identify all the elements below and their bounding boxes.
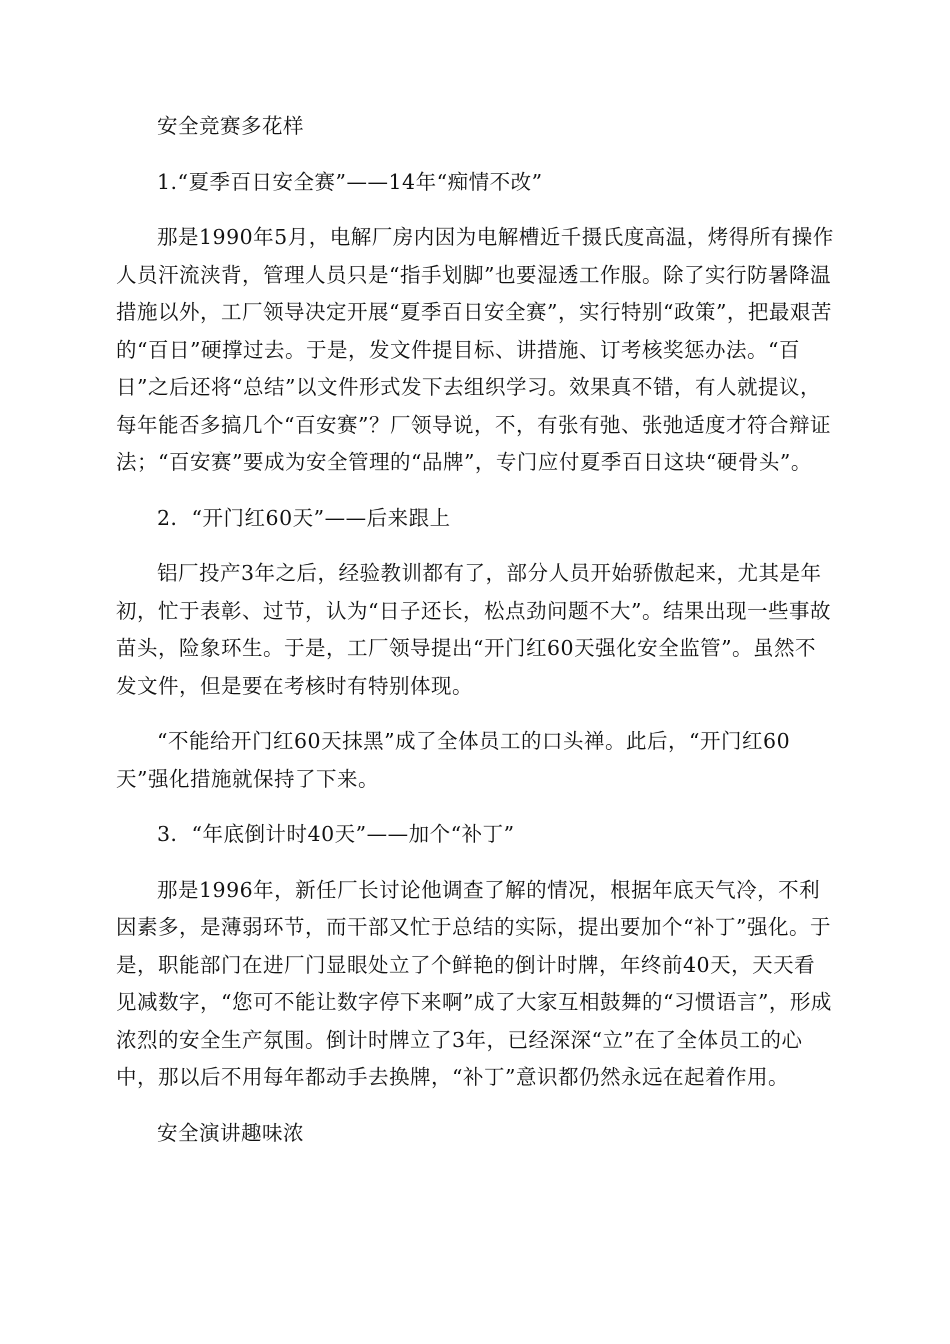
body-paragraph-1996: 那是1996年，新任厂长讨论他调查了解的情况，根据年底天气冷，不利因素多，是薄弱环节，而干部又忙于总结的实际，提出要加个“补丁”强化。于是，职能部门在进厂门显眼处立了个鲜艳的倒计时牌，年终前40天，天天看见减数字，“您可不能让数字停下来啊”成了大家互相鼓舞的“习惯语言”，形成浓烈的安全生产氛围。倒计时牌立了3年，已经深深“立”在了全体员工的心中，那以后不用每年都动手去换牌，“补丁”意识都仍然永远在起着作用。 xyxy=(116,877,832,1089)
body-paragraph-1990: 那是1990年5月，电解厂房内因为电解槽近千摄氏度高温，烤得所有操作人员汗流浃背，管理人员只是“指手划脚”也要湿透工作服。除了实行防暑降温措施以外，工厂领导决定开展“夏季百日安全赛”，实行特别“政策”，把最艰苦的“百日”硬撑过去。于是，发文件提目标、讲措施、订考核奖惩办法。“百日”之后还将“总结”以文件形式发下去组织学习。效果真不错，有人就提议，每年能否多搞几个“百安赛”？厂领导说，不，有张有弛、张弛适度才符合辩证法；“百安赛”要成为安全管理的“品牌”，专门应付夏季百日这块“硬骨头”。 xyxy=(116,225,834,474)
section-heading-safety-speech: 安全演讲趣味浓 xyxy=(157,1120,304,1145)
document-page xyxy=(116,108,836,1152)
section-heading-safety-competition: 安全竞赛多花样 xyxy=(157,114,304,138)
subheading-summer-100-days: 1.“夏季百日安全赛”——14年“痴情不改” xyxy=(157,169,543,194)
subheading-year-end-countdown: 3．“年底倒计时40天”——加个“补丁” xyxy=(157,822,515,846)
body-paragraph-aluminum-plant: 铝厂投产3年之后，经验教训都有了，部分人员开始骄傲起来，尤其是年初，忙于表彰、过节，认为“日子还长，松点劲问题不大”。结果出现一些事故苗头，险象环生。于是，工厂领导提出“开门红60天强化安全监管”。虽然不发文件，但是要在考核时有特别体现。 xyxy=(116,561,831,698)
subheading-opening-60-days: 2．“开门红60天”——后来跟上 xyxy=(157,505,451,530)
body-paragraph-slogan: “不能给开门红60天抹黑”成了全体员工的口头禅。此后，“开门红60天”强化措施就保持了下来。 xyxy=(116,729,791,791)
